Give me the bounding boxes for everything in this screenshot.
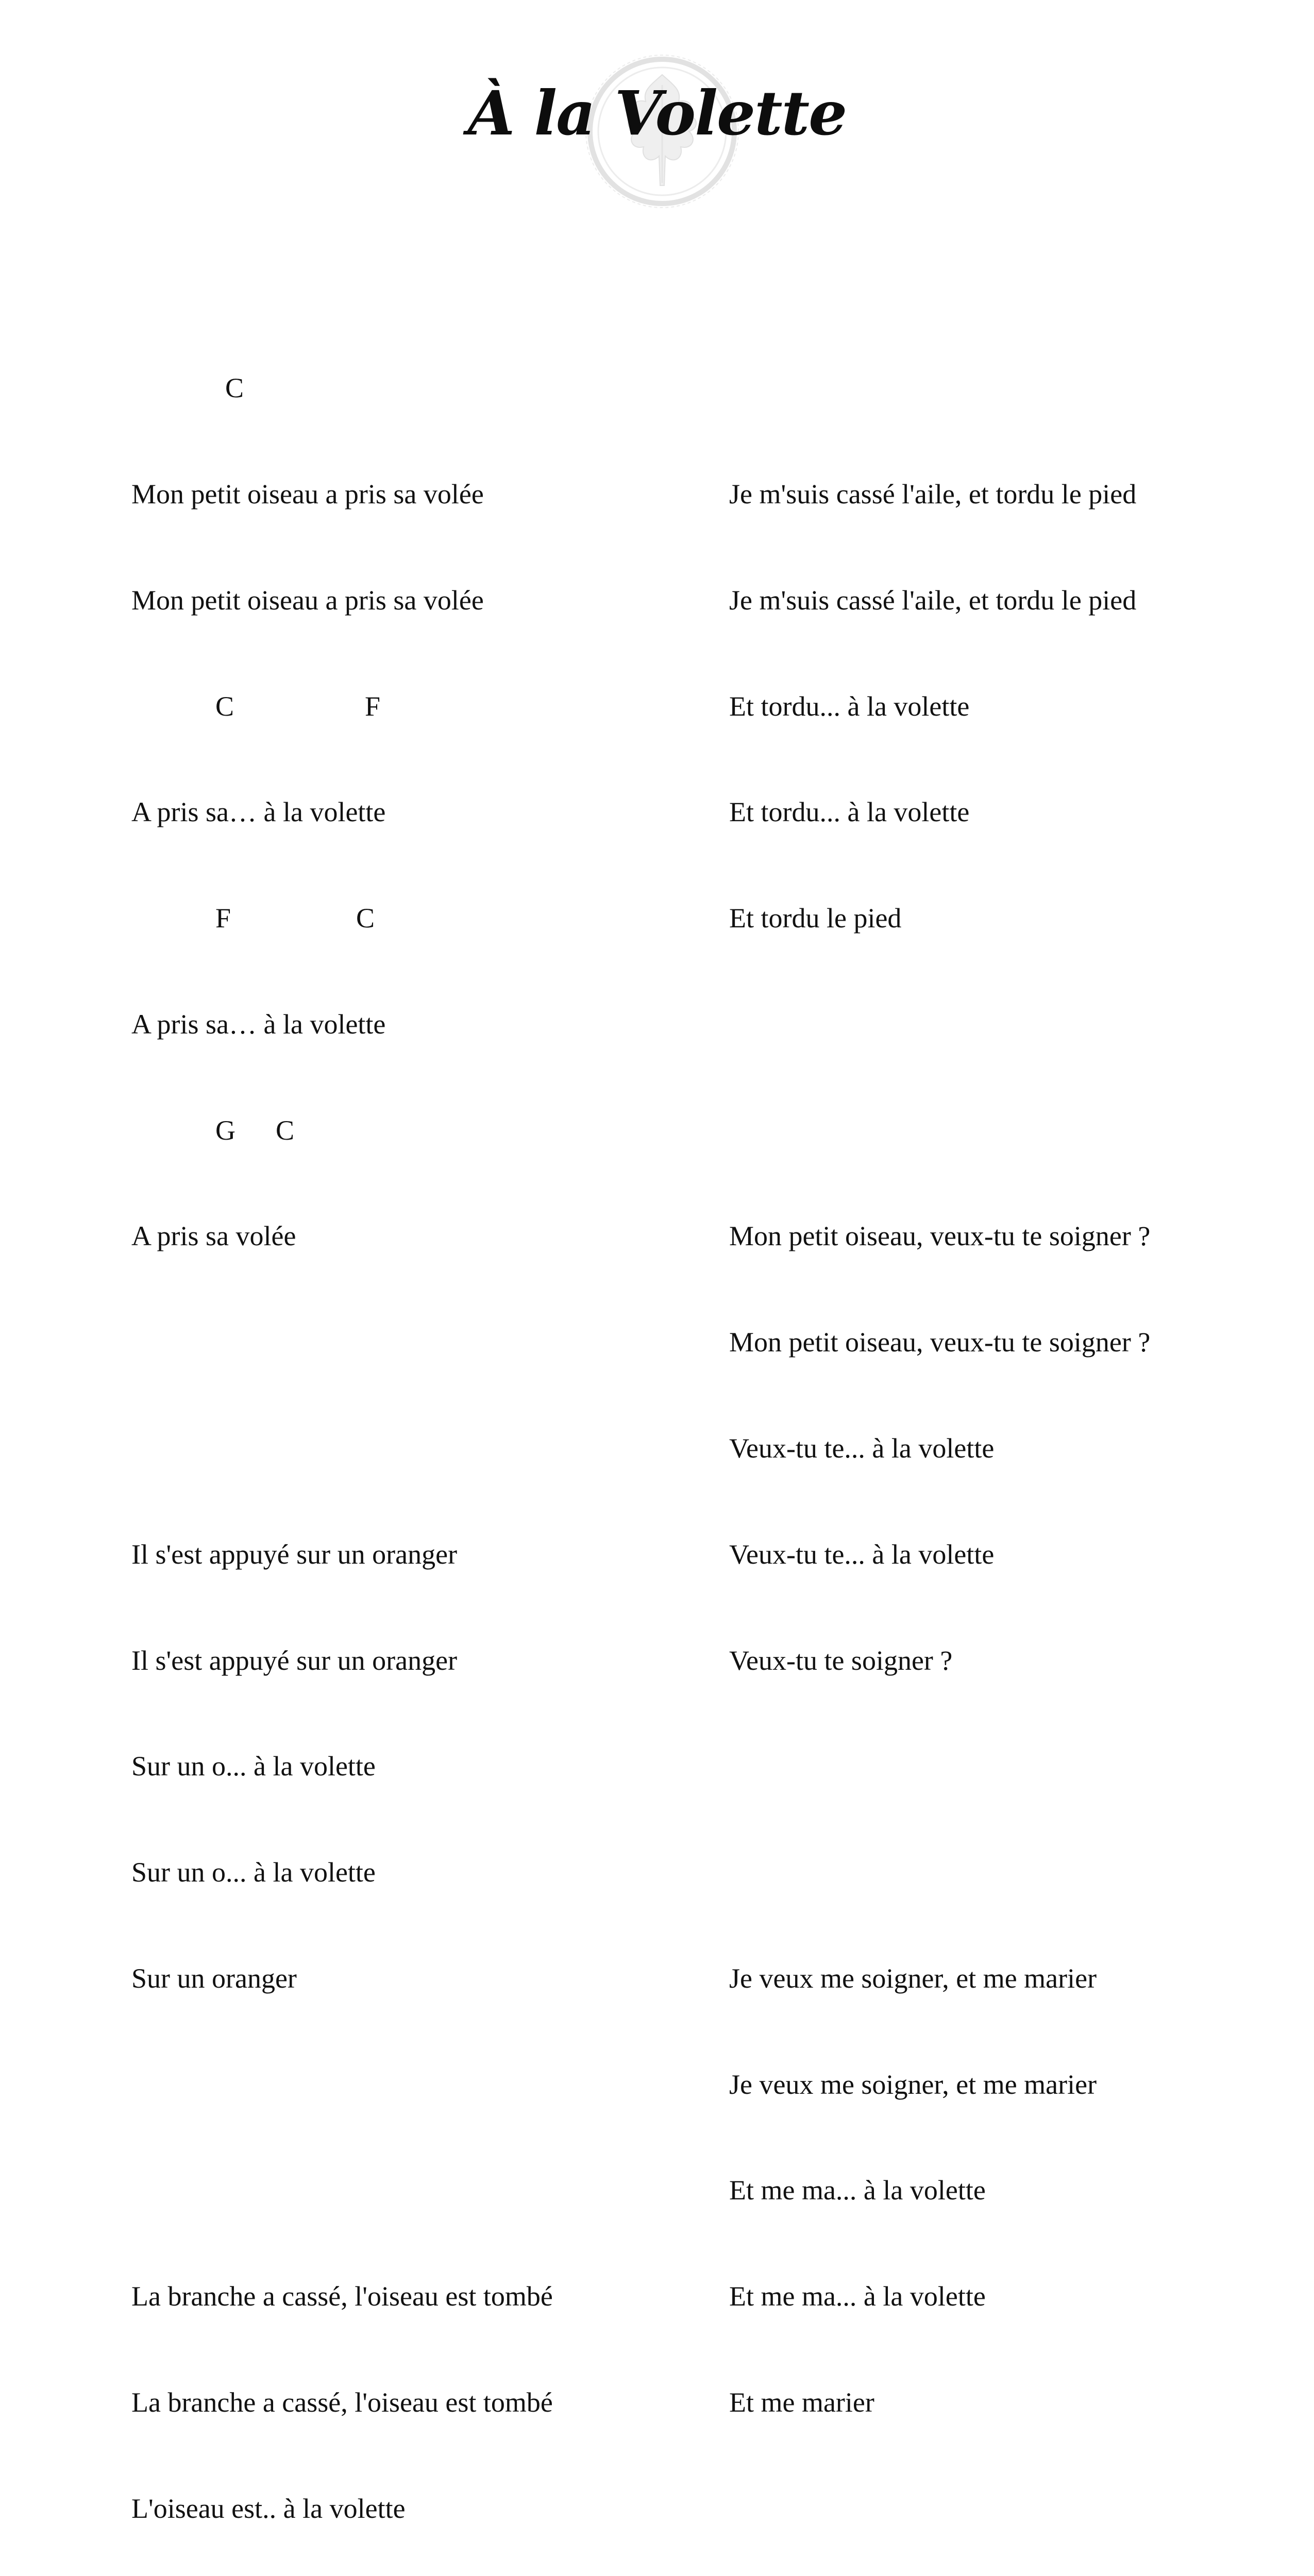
blank-line	[729, 1749, 1150, 1784]
lyric-line: Je m'suis cassé l'aile, et tordu le pied	[729, 478, 1137, 510]
lyric-line: Mon petit oiseau a pris sa volée	[131, 584, 484, 616]
song-title: À la Volette	[467, 77, 847, 149]
chord-label: C	[215, 690, 234, 722]
blank-line	[729, 1113, 1150, 1148]
lyric-line: Et tordu le pied	[729, 903, 902, 934]
lyric-line: Et tordu... à la volette	[729, 690, 970, 722]
blank-line	[131, 2173, 553, 2208]
lyric-line: Veux-tu te... à la volette	[729, 1538, 995, 1570]
lyric-line: Mon petit oiseau, veux-tu te soigner ?	[729, 1221, 1151, 1252]
lyric-line: Il s'est appuyé sur un oranger	[131, 1538, 458, 1570]
lyric-line: Sur un o... à la volette	[131, 1751, 376, 1782]
chord-line	[131, 689, 553, 724]
lyric-line: Sur un oranger	[131, 1962, 297, 1994]
lyric-line: Mon petit oiseau, veux-tu te soigner ?	[729, 1327, 1151, 1358]
lyric-line: Et me marier	[729, 2387, 874, 2418]
lyric-line: A pris sa… à la volette	[131, 1008, 386, 1040]
blank-line	[729, 1007, 1150, 1042]
lyric-line: Et me ma... à la volette	[729, 2175, 986, 2206]
lyrics-left-column	[131, 300, 553, 2576]
lyric-line: L'oiseau est.. à la volette	[131, 2493, 406, 2524]
blank-line	[729, 2491, 1150, 2527]
lyric-line: La branche a cassé, l'oiseau est tombé	[131, 2387, 553, 2418]
chord-line	[131, 1113, 553, 1148]
lyric-line: La branche a cassé, l'oiseau est tombé	[131, 2281, 553, 2312]
blank-line	[729, 1855, 1150, 1890]
lyric-line: Il s'est appuyé sur un oranger	[131, 1645, 458, 1676]
lyric-line: Je veux me soigner, et me marier	[729, 2069, 1097, 2100]
lyrics-right-column	[729, 300, 1150, 2576]
chord-label: G	[215, 1114, 235, 1146]
blank-line	[729, 370, 1150, 406]
chord-line	[131, 901, 553, 936]
lyric-line: Et me ma... à la volette	[729, 2281, 986, 2312]
blank-line	[131, 1431, 553, 1466]
chord-label: C	[356, 903, 375, 934]
blank-line	[131, 2067, 553, 2103]
lyric-line: Veux-tu te soigner ?	[729, 1645, 953, 1676]
chord-label: C	[276, 1114, 295, 1146]
chord-label: F	[365, 690, 381, 722]
lyric-line: Et tordu... à la volette	[729, 796, 970, 828]
lyric-line: Je m'suis cassé l'aile, et tordu le pied	[729, 584, 1137, 616]
lyric-line: Veux-tu te... à la volette	[729, 1433, 995, 1464]
chord-line	[131, 370, 553, 406]
chord-label: C	[225, 372, 244, 404]
lyric-line: Mon petit oiseau a pris sa volée	[131, 478, 484, 510]
blank-line	[131, 1325, 553, 1360]
lyric-line: A pris sa… à la volette	[131, 796, 386, 828]
lyric-line: A pris sa volée	[131, 1221, 296, 1252]
chord-label: F	[215, 903, 231, 934]
lyric-line: Sur un o... à la volette	[131, 1857, 376, 1888]
lyric-line: Je veux me soigner, et me marier	[729, 1962, 1097, 1994]
